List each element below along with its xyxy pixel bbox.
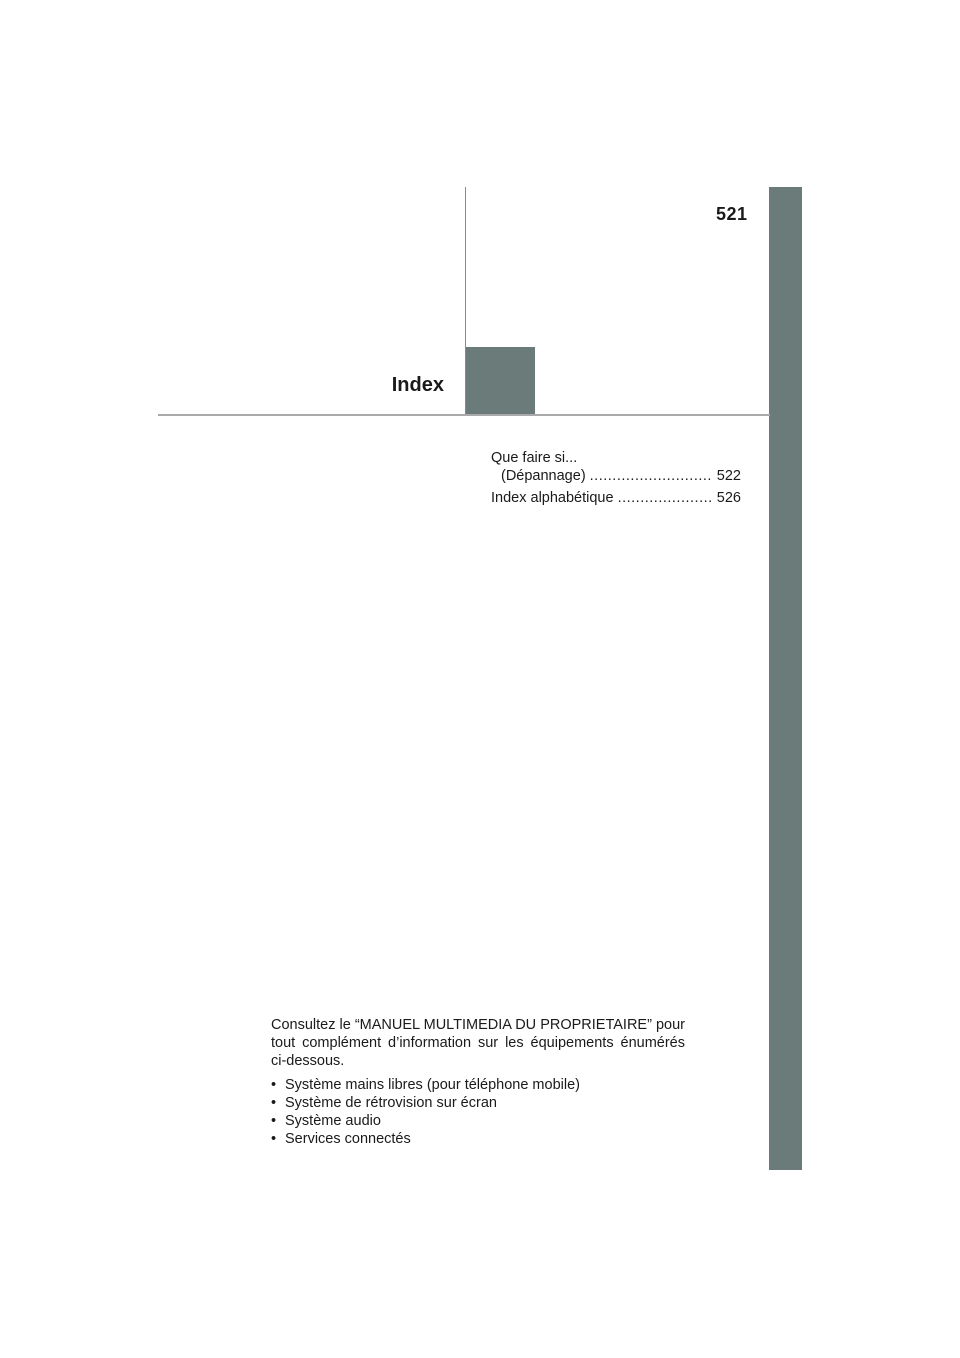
bullet: • (271, 1131, 277, 1147)
note-intro: Consultez le “MANUEL MULTIMEDIA DU PROPRIETAIRE” pour tout complément d’information sur les équipements énumérés ci-dessous. (271, 1017, 685, 1069)
toc-entry-title: Index alphabétique (491, 490, 614, 506)
list-item (271, 1130, 685, 1148)
title-color-block (466, 347, 535, 415)
list-item-text: Système audio (285, 1113, 381, 1129)
list-item (271, 1112, 685, 1130)
section-title: Index (391, 374, 444, 396)
list-item-text: Services connectés (285, 1131, 411, 1147)
side-tab-bar (769, 187, 802, 1170)
page-number: 521 (716, 204, 748, 224)
toc-entry-continuation (491, 467, 741, 485)
toc-entry-alphabetical-index[interactable] (491, 489, 741, 507)
toc-entry-troubleshooting[interactable] (491, 449, 741, 485)
bullet: • (271, 1113, 277, 1129)
list-item-text: Système de rétrovision sur écran (285, 1095, 497, 1111)
toc-entry-label (491, 449, 741, 467)
multimedia-manual-note (271, 1016, 685, 1148)
list-item (271, 1094, 685, 1112)
toc-page-number: 522 (716, 468, 741, 484)
bullet: • (271, 1077, 277, 1093)
list-item (271, 1076, 685, 1094)
bullet: • (271, 1095, 277, 1111)
list-item-text: Système mains libres (pour téléphone mobile) (285, 1077, 580, 1093)
toc-entry-title: Que faire si... (491, 450, 578, 466)
equipment-list (271, 1076, 685, 1148)
dot-leader (618, 489, 713, 507)
toc-entry-label (491, 489, 741, 507)
dot-leader (590, 467, 713, 485)
toc-page-number: 526 (716, 490, 741, 506)
table-of-contents (491, 449, 741, 511)
toc-entry-subtitle: (Dépannage) (501, 468, 586, 484)
horizontal-rule (158, 414, 770, 416)
